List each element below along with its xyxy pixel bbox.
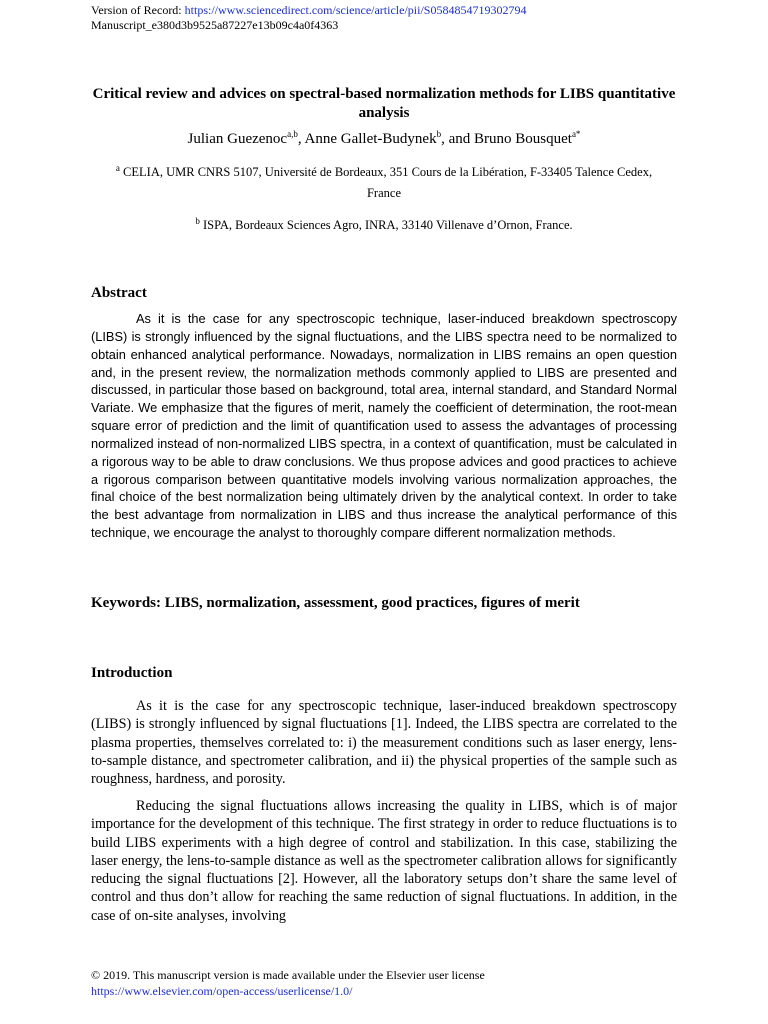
version-link[interactable]: https://www.sciencedirect.com/science/article/pii/S0584854719302794 — [184, 3, 527, 17]
license-link[interactable]: https://www.elsevier.com/open-access/userlicense/1.0/ — [91, 984, 353, 998]
author-separator: , and — [441, 131, 475, 147]
affiliation-text: ISPA, Bordeaux Sciences Agro, INRA, 33140 Villenave d’Ornon, France. — [199, 218, 573, 232]
license-line — [91, 984, 352, 998]
abstract-text: As it is the case for any spectroscopic technique, laser-induced breakdown spectroscopy (LIBS) is strongly influenced by the signal fluctuations, and the LIBS spectra need to be normalized to obtain enhanced analytical performance. Nowadays, normalization in LIBS remains an open question and, in the present review, the normalization methods commonly applied to LIBS are presented and discussed, in particular those based on background, total area, internal standard, and Standard Normal Variate. We emphasize that the figures of merit, namely the coefficient of determination, the root-mean square error of prediction and the limit of quantification used to assess the advantages of processing normalized instead of non-normalized LIBS spectra, in a context of quantification, must be calculated in a rigorous way to be able to draw conclusions. We thus propose advices and good practices to achieve a rigorous comparison between quantitative models involving various normalization approaches, the final choice of the best normalization being ultimately driven by the analytical context. In order to take the best advantage from normalization in LIBS and thus increase the analytical performance of this technique, we encourage the analyst to thoroughly compare different normalization methods. — [91, 311, 677, 541]
abstract-heading: Abstract — [91, 285, 147, 301]
author-name: Anne Gallet-Budynek — [304, 131, 437, 147]
author-affiliation-mark: a* — [571, 129, 581, 139]
intro-paragraph-2: Reducing the signal fluctuations allows increasing the quality in LIBS, which is of major importance for the development of this technique. The first strategy in order to reduce fluctuations is to build LIBS experiments with a high degree of control and stabilization. In this case, stabilizing the laser energy, the lens-to-sample distance as well as the spectrometer calibration allows for significantly reducing the signal fluctuations [2]. However, all the laboratory setups don’t share the same level of control and thus don’t allow for reaching the same reduction of signal fluctuations. In addition, in the case of on-site analyses, involving — [91, 798, 677, 924]
author-name: Bruno Bousquet — [474, 131, 572, 147]
affiliation-a — [100, 162, 668, 204]
affiliation-mark: b — [195, 215, 200, 226]
author-affiliation-mark: a,b — [287, 129, 298, 139]
affiliation-b — [92, 215, 676, 236]
keywords-line: Keywords: LIBS, normalization, assessment, good practices, figures of merit — [91, 595, 580, 611]
introduction-heading: Introduction — [91, 665, 173, 681]
copyright-notice: © 2019. This manuscript version is made available under the Elsevier user license — [91, 968, 485, 982]
author-separator: , — [297, 131, 305, 147]
author-list — [92, 130, 676, 149]
paper-title: Critical review and advices on spectral-based normalization methods for LIBS quantitative analysis — [92, 86, 676, 121]
affiliation-text: CELIA, UMR CNRS 5107, Université de Bordeaux, 351 Cours de la Libération, F-33405 Talence Cedex, France — [119, 165, 653, 200]
affiliation-mark: a — [115, 162, 120, 173]
version-label: Version of Record: — [91, 3, 185, 17]
manuscript-id: Manuscript_e380d3b9525a87227e13b09c4a0f4363 — [91, 18, 339, 32]
version-of-record — [91, 3, 526, 17]
intro-paragraph-1: As it is the case for any spectroscopic technique, laser-induced breakdown spectroscopy (LIBS) is strongly influenced by signal fluctuations [1]. Indeed, the LIBS spectra are correlated to the plasma properties, themselves correlated to: i) the measurement conditions such as laser energy, lens-to-sample distance, and spectrometer calibration, and ii) the physical properties of the sample such as roughness, hardness, and porosity. — [91, 698, 677, 788]
author-affiliation-mark: b — [436, 129, 442, 139]
author-name: Julian Guezenoc — [187, 131, 288, 147]
